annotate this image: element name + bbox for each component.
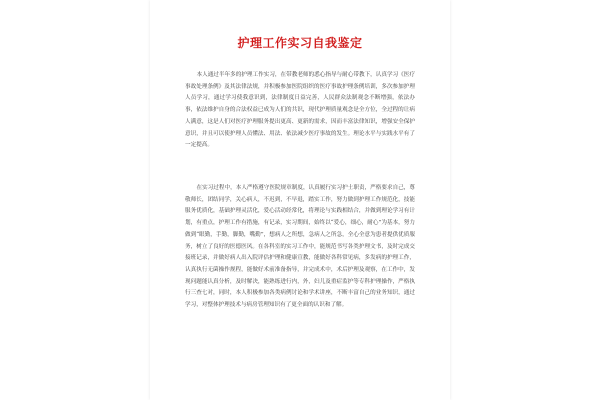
document-title: 护理工作实习自我鉴定 (237, 36, 363, 50)
body-paragraph-2: 在实习过程中，本人严格遵守医院规章制度，认真履行实习护士职责，严格要求自己，尊敬师长，团结同学，关心病人，不迟到，不早退，踏实工作，努力做到护理工作规范化，技能服务优质化，基础护理灵活化，爱心活动经常化，将理论与实践相结合，并做到理论学习有计划，有重点，护理工作有措施，有记录，实习期间，始终以“爱心，细心，耐心”为基本，努力做到“眼勤，手勤，脚勤，嘴勤”，想病人之所想，急病人之所急，全心全意为患者提供优质服务，树立了良好的医德医风。在各科室的实习工作中，能规范书写各类护理文书，及时完成交接班记录，并做好病人出入院评估护理和健康宣教，能做好各科常见病，多发病的护理工作，认真执行无菌操作规程，能做好术前准备指导，并完成术中，术后护理及观察，在工作中，发现问题能认真分析，及时解决，能熟练进行内，外，妇儿及重症监护等专科护理操作，严格执行三查七对，同时，本人积极参加各类病例讨论和学术讲座，不断丰富自己的业务知识，通过学习，对整体护理技术与病房管理知识有了更全面的认识和了解。 (185, 185, 415, 309)
body-paragraph-1: 本人通过半年多的护理工作实习，在带教老师的悉心指导与耐心带教下，认真学习《医疗事故处理条例》及其法律法规，并积极参加医院组织的医疗事故护理条例培训，多次参加护理人员学习，通过学习使我意识到，法律制度日益完善，人民群众法制观念不断增强，依法办事，依法维护自身的合法权益已成为人们的共识，现代护理质量观念是全方位，全过程的让病人满意，这是人们对医疗护理服务提出更高、更新的需求，因而丰富法律知识，增强安全保护意识，并且可以使护理人员懂法、用法、依法减少医疗事故的发生。理论水平与实践水平有了一定提高。 (185, 72, 415, 149)
document-page (150, 0, 450, 400)
